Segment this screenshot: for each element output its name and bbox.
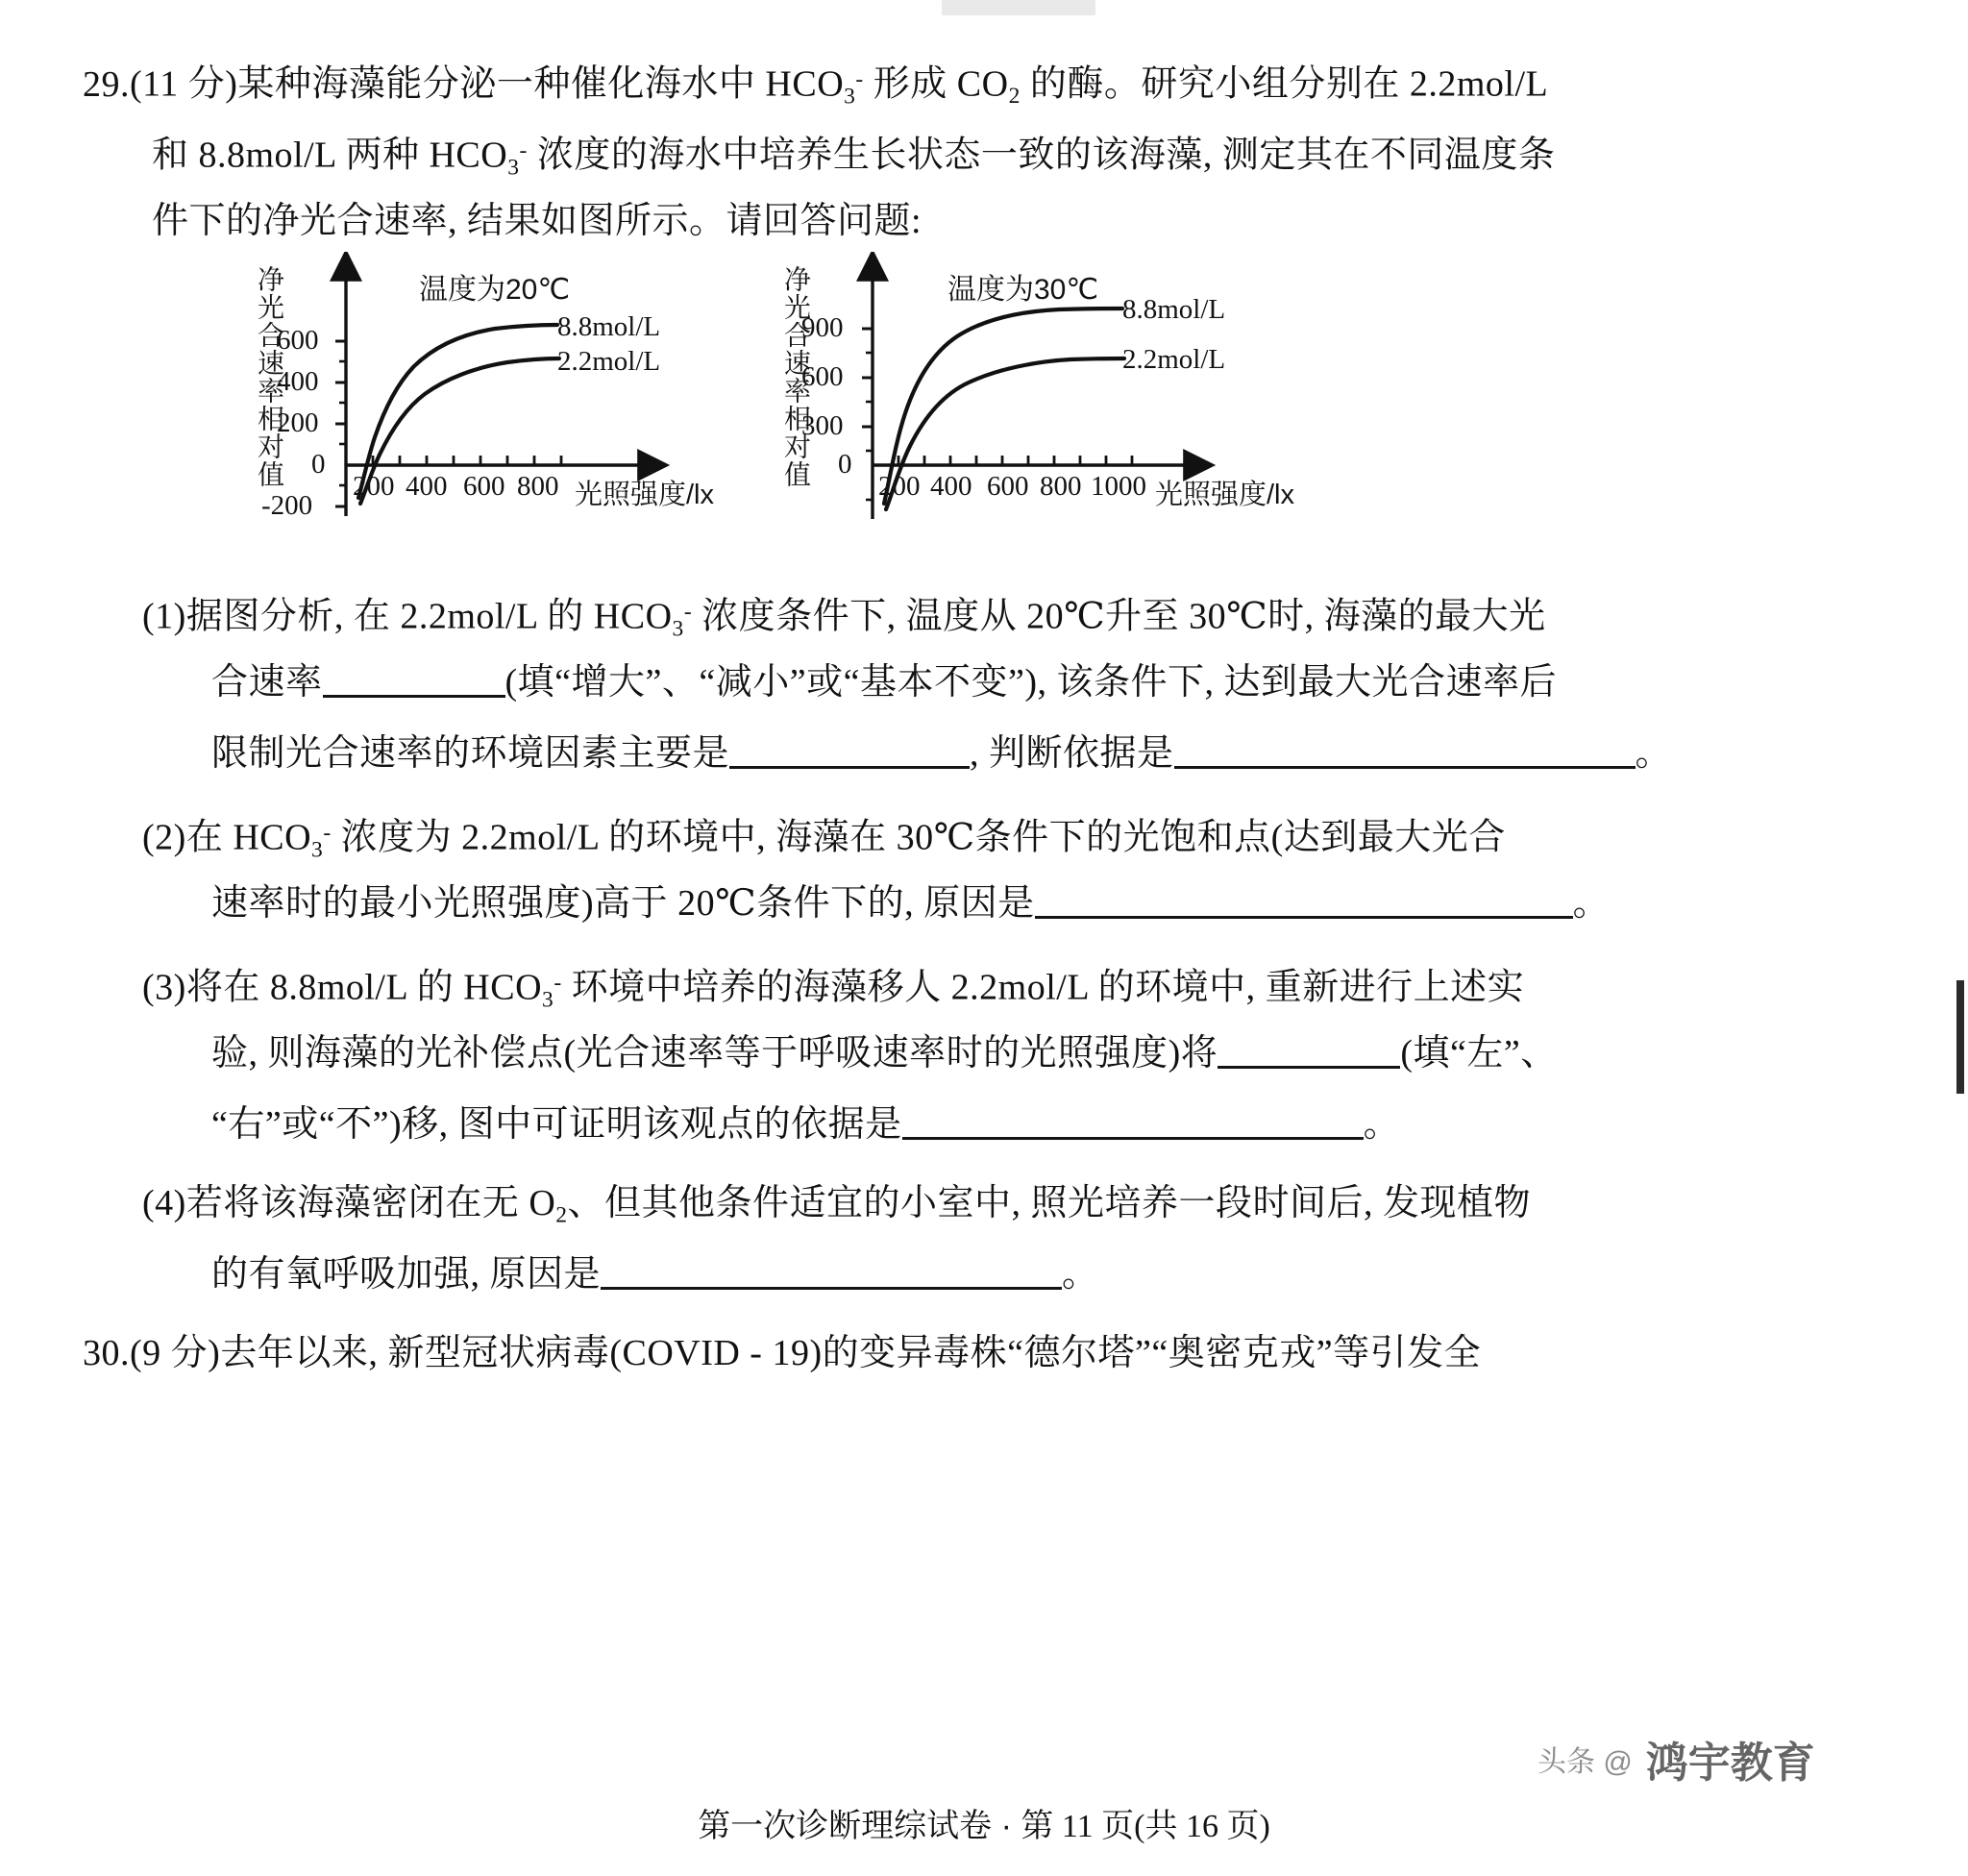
- hco3-formula-5: [542, 968, 562, 1013]
- page-footer: [0, 1799, 1968, 1846]
- chart-20c-xtick-600: 600: [463, 471, 505, 502]
- hco3-subscript-4: 3: [311, 837, 324, 863]
- sub3-l3-b: 。: [1363, 1104, 1401, 1145]
- footer-separator: ·: [1000, 1808, 1012, 1844]
- hco3-subscript-3: 3: [672, 616, 684, 642]
- sub3-l2-b: (填“左”、: [1400, 1033, 1558, 1074]
- chart-30c-title: 温度为30℃: [947, 274, 1099, 306]
- hco3-formula-2: [507, 136, 528, 181]
- answer-blank-1a[interactable]: [323, 695, 505, 698]
- question-29-l2-b: 浓度的海水中培养生长状态一致的该海藻, 测定其在不同温度条: [527, 135, 1556, 176]
- chart-30c-xtick-600: 600: [987, 471, 1029, 502]
- chart-30c: [759, 252, 1295, 540]
- sub2-l1-b: 浓度为 2.2mol/L 的环境中, 海藻在 30℃条件下的光饱和点(达到最大光合: [331, 817, 1506, 858]
- sub1-label: (1): [142, 596, 186, 637]
- sub1-l2-b: (填“增大”、“减小”或“基本不变”), 该条件下, 达到最大光合速率后: [504, 662, 1558, 703]
- hco3-formula-4: [311, 818, 332, 863]
- chart-30c-y-axis-label: 净光合速率相对值: [781, 265, 811, 488]
- sub2-label: (2): [142, 817, 186, 858]
- o2-subscript: 2: [555, 1202, 568, 1228]
- chart-20c-xtick-400: 400: [406, 471, 448, 502]
- sub3-l2-a: 验, 则海藻的光补偿点(光合速率等于呼吸速率时的光照强度)将: [211, 1033, 1218, 1074]
- sub3-line-3: [211, 1088, 1400, 1161]
- hco3-subscript-5: 3: [542, 987, 554, 1013]
- sub4-label: (4): [142, 1183, 186, 1223]
- question-30-line-1: [83, 1317, 1481, 1390]
- page-edge-mark: [1956, 980, 1964, 1094]
- chart-30c-ytick-900: 900: [801, 312, 844, 343]
- sub3-line-2: [211, 1017, 1558, 1090]
- chart-20c-xtick-200: 200: [353, 471, 395, 502]
- question-29-line-3: [83, 185, 922, 258]
- hco3-subscript: 3: [844, 84, 856, 110]
- hco3-superscript-3: -: [683, 599, 693, 624]
- sub1-line-3: [211, 717, 1672, 790]
- sub3-l1-a: 将在 8.8mol/L 的 HCO: [185, 967, 543, 1008]
- question-30-score: (9 分): [130, 1333, 221, 1373]
- sub4-l1-b: 、但其他条件适宜的小室中, 照光培养一段时间后, 发现植物: [567, 1183, 1532, 1223]
- chart-30c-series-label-22: 2.2mol/L: [1122, 344, 1226, 375]
- sub1-line-2: [211, 646, 1557, 719]
- hco3-superscript-5: -: [554, 970, 562, 995]
- answer-blank-4a[interactable]: [601, 1287, 1062, 1290]
- sub1-l3-b: , 判断依据是: [970, 733, 1174, 774]
- question-29-number: 29.: [83, 63, 130, 105]
- answer-blank-3a[interactable]: [1218, 1066, 1400, 1069]
- chart-30c-xtick-800: 800: [1040, 471, 1082, 502]
- sub1-l1-b: 浓度条件下, 温度从 20℃升至 30℃时, 海藻的最大光: [692, 596, 1546, 637]
- chart-20c-ytick-neg200: -200: [261, 490, 313, 521]
- question-29-l3-text: 件下的净光合速率, 结果如图所示。请回答问题:: [152, 201, 922, 241]
- chart-20c-xtick-800: 800: [517, 471, 559, 502]
- chart-20c-ytick-200: 200: [277, 407, 319, 438]
- sub2-l1-a: 在 HCO: [185, 817, 312, 858]
- sub2-l2-b: 。: [1572, 883, 1611, 924]
- chart-30c-ytick-600: 600: [801, 361, 844, 392]
- sub2-line-2: [211, 867, 1610, 940]
- sub4-line-2: [211, 1238, 1099, 1311]
- sub3-l1-b: 环境中培养的海藻移人 2.2mol/L 的环境中, 重新进行上述实: [561, 967, 1525, 1008]
- watermark-name: 鸿宇教育: [1645, 1740, 1815, 1787]
- question-29-text-b: 形成 CO: [863, 63, 1009, 105]
- chart-30c-xtick-400: 400: [930, 471, 972, 502]
- chart-30c-xtick-1000: 1000: [1091, 471, 1146, 502]
- figure-row: [0, 252, 1968, 540]
- chart-20c-ytick-600: 600: [277, 325, 319, 356]
- question-29-score: (11 分): [130, 63, 238, 105]
- hco3-subscript-2: 3: [507, 155, 520, 181]
- chart-20c-title: 温度为20℃: [419, 274, 571, 306]
- sub3-label: (3): [142, 967, 186, 1008]
- footer-exam-title: 第一次诊断理综试卷: [698, 1808, 993, 1844]
- question-29-text-c: 的酶。研究小组分别在 2.2mol/L: [1020, 63, 1549, 105]
- chart-30c-series-label-88: 8.8mol/L: [1122, 294, 1226, 325]
- sub4-l1-a: 若将该海藻密闭在无 O: [185, 1183, 556, 1223]
- chart-30c-xtick-200: 200: [878, 471, 921, 502]
- hco3-superscript-2: -: [519, 137, 528, 162]
- chart-20c-series-label-22: 2.2mol/L: [557, 346, 661, 377]
- hco3-superscript: -: [855, 66, 864, 91]
- chart-30c-x-axis-label: 光照强度/lx: [1155, 480, 1295, 510]
- watermark: [1538, 1728, 1815, 1790]
- answer-blank-1b[interactable]: [729, 766, 970, 769]
- question-29-l2-a: 和 8.8mol/L 两种 HCO: [152, 135, 508, 176]
- sub1-l3-a: 限制光合速率的环境因素主要是: [211, 733, 730, 774]
- chart-30c-ytick-0: 0: [838, 449, 852, 480]
- answer-blank-1c[interactable]: [1174, 766, 1636, 769]
- page-top-crop-artifact: [942, 0, 1095, 15]
- sub4-l2-b: 。: [1062, 1254, 1099, 1295]
- question-30-number: 30.: [83, 1333, 130, 1373]
- chart-30c-ytick-300: 300: [801, 410, 844, 441]
- sub3-l3-a: “右”或“不”)移, 图中可证明该观点的依据是: [211, 1104, 902, 1145]
- chart-20c-series-label-88: 8.8mol/L: [557, 311, 661, 342]
- chart-20c-ytick-0: 0: [311, 449, 326, 480]
- hco3-superscript-4: -: [323, 820, 332, 845]
- chart-20c-x-axis-label: 光照强度/lx: [575, 480, 715, 510]
- co2-subscript: 2: [1008, 84, 1021, 110]
- watermark-prefix: 头条 @: [1538, 1746, 1633, 1778]
- sub1-l3-c: 。: [1635, 733, 1673, 774]
- chart-20c: [240, 252, 715, 540]
- sub1-l1-a: 据图分析, 在 2.2mol/L 的 HCO: [185, 596, 673, 637]
- sub1-l2-a: 合速率: [211, 662, 323, 703]
- answer-blank-2a[interactable]: [1035, 916, 1573, 919]
- sub2-l2-a: 速率时的最小光照强度)高于 20℃条件下的, 原因是: [211, 883, 1035, 924]
- answer-blank-3b[interactable]: [902, 1137, 1364, 1140]
- question-29-text-a: 某种海藻能分泌一种催化海水中 HCO: [237, 63, 845, 105]
- footer-page-number: 第 11 页(共 16 页): [1021, 1809, 1270, 1844]
- hco3-formula-3: [672, 597, 693, 642]
- chart-20c-y-axis-label: 净光合速率相对值: [255, 265, 284, 488]
- hco3-formula: [844, 64, 864, 110]
- question-30-text: 去年以来, 新型冠状病毒(COVID - 19)的变异毒株“德尔塔”“奥密克戎”等引发全: [220, 1333, 1482, 1373]
- sub4-l2-a: 的有氧呼吸加强, 原因是: [211, 1254, 602, 1295]
- chart-20c-ytick-400: 400: [277, 366, 319, 397]
